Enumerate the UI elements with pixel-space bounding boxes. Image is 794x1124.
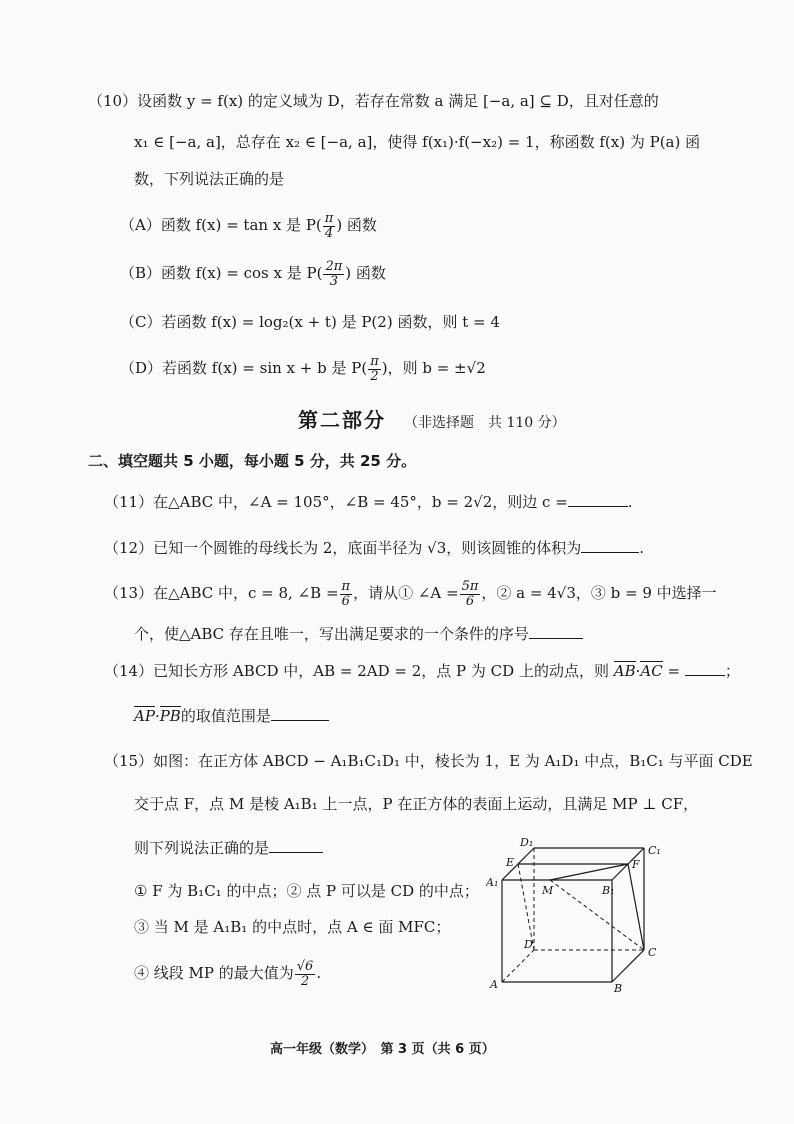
segment-mf <box>550 864 628 880</box>
part2-title: 第二部分 <box>298 408 386 432</box>
vector-ab: AB <box>613 662 636 680</box>
q15-option-4: ④ 线段 MP 的最大值为 $\frac{√6}{2}$ . <box>134 959 322 989</box>
fraction: $\frac{\pi}{4}$ <box>324 211 334 241</box>
edge-ad <box>502 950 534 982</box>
q14-line1: （14）已知长方形 ABCD 中，AB = 2AD = 2，点 P 为 CD 上的动点，则 AB·AC = ； <box>104 662 740 680</box>
q13-line1: （13）在△ABC 中，c = 8, ∠B = $\frac{\pi}{6}$ ，请从① ∠A = $\frac{5\pi}{6}$ ，② a = 4√3，③ b = 9 中选择一 <box>104 579 717 609</box>
fraction: $\frac{5\pi}{6}$ <box>461 579 479 609</box>
label-b1: B₁ <box>602 884 615 897</box>
label-d1: D₁ <box>520 836 534 849</box>
q10-line2: x₁ ∈ [−a, a]，总存在 x₂ ∈ [−a, a]，使得 f(x₁)·f(−x₂) = 1，称函数 f(x) 为 P(a) 函 <box>134 133 701 151</box>
segment-mc <box>550 880 644 950</box>
label-c: C <box>648 946 657 959</box>
fraction: $\frac{2\pi}{3}$ <box>325 259 343 289</box>
answer-blank <box>568 492 628 507</box>
label-a1: A₁ <box>486 876 499 889</box>
q15-option-1-2: ① F 为 B₁C₁ 的中点；② 点 P 可以是 CD 的中点； <box>134 882 479 900</box>
q15-line2: 交于点 F，点 M 是棱 A₁B₁ 上一点，P 在正方体的表面上运动，且满足 MP ⊥ CF， <box>134 795 699 813</box>
fraction: $\frac{\pi}{6}$ <box>341 579 351 609</box>
q10-line1: （10）设函数 y = f(x) 的定义域为 D，若存在常数 a 满足 [−a, a] ⊆ D，且对任意的 <box>88 92 659 110</box>
q15-line1: （15）如图：在正方体 ABCD − A₁B₁C₁D₁ 中，棱长为 1，E 为 A₁D₁ 中点，B₁C₁ 与平面 CDE <box>104 752 753 770</box>
label-c1: C₁ <box>648 844 661 857</box>
part2-subtitle: （非选择题 共 110 分） <box>404 415 566 431</box>
vector-ap: AP <box>134 707 155 725</box>
q10-option-b: （B）函数 f(x) = cos x 是 P( $\frac{2\pi}{3}$ ) 函数 <box>120 259 386 289</box>
edge-bc <box>612 950 644 982</box>
cube-figure <box>486 836 696 996</box>
label-e: E <box>506 856 515 869</box>
label-b: B <box>614 982 623 995</box>
q10-line3: 数，下列说法正确的是 <box>134 170 285 188</box>
label-d: D <box>524 938 533 951</box>
page-footer: 高一年级（数学） 第 3 页（共 6 页） <box>270 1042 495 1057</box>
answer-blank <box>581 538 639 553</box>
section2-heading: 二、填空题共 5 小题，每小题 5 分，共 25 分。 <box>88 452 417 470</box>
answer-blank <box>269 838 323 853</box>
q15-option-3: ③ 当 M 是 A₁B₁ 的中点时，点 A ∈ 面 MFC； <box>134 918 451 936</box>
q11: （11）在△ABC 中，∠A = 105°，∠B = 45°，b = 2√2，则边 c = . <box>104 493 633 511</box>
answer-blank <box>685 661 725 676</box>
q10-option-a: （A）函数 f(x) = tan x 是 P( $\frac{\pi}{4}$ ) 函数 <box>120 211 377 241</box>
answer-blank <box>529 624 583 639</box>
label-a: A <box>490 978 498 991</box>
fraction: $\frac{√6}{2}$ <box>296 959 314 989</box>
segment-fc <box>628 864 644 950</box>
vector-ac: AC <box>640 662 663 680</box>
q10-option-c: （C）若函数 f(x) = log₂(x + t) 是 P(2) 函数，则 t = 4 <box>120 313 500 331</box>
q14-line2: AP·PB的取值范围是 <box>134 706 329 725</box>
q15-line3: 则下列说法正确的是 <box>134 838 323 857</box>
fraction: $\frac{\pi}{2}$ <box>370 354 379 384</box>
q10-option-d: （D）若函数 f(x) = sin x + b 是 P( $\frac{\pi}{2}$ )，则 b = ±√2 <box>120 354 486 384</box>
label-f: F <box>632 858 640 871</box>
part2-header <box>298 408 566 432</box>
answer-blank <box>271 706 329 721</box>
q13-line2: 个，使△ABC 存在且唯一，写出满足要求的一个条件的序号 <box>134 624 583 643</box>
q12: （12）已知一个圆锥的母线长为 2，底面半径为 √3，则该圆锥的体积为 . <box>104 539 645 557</box>
label-m: M <box>542 884 554 897</box>
vector-pb: PB <box>159 707 181 725</box>
